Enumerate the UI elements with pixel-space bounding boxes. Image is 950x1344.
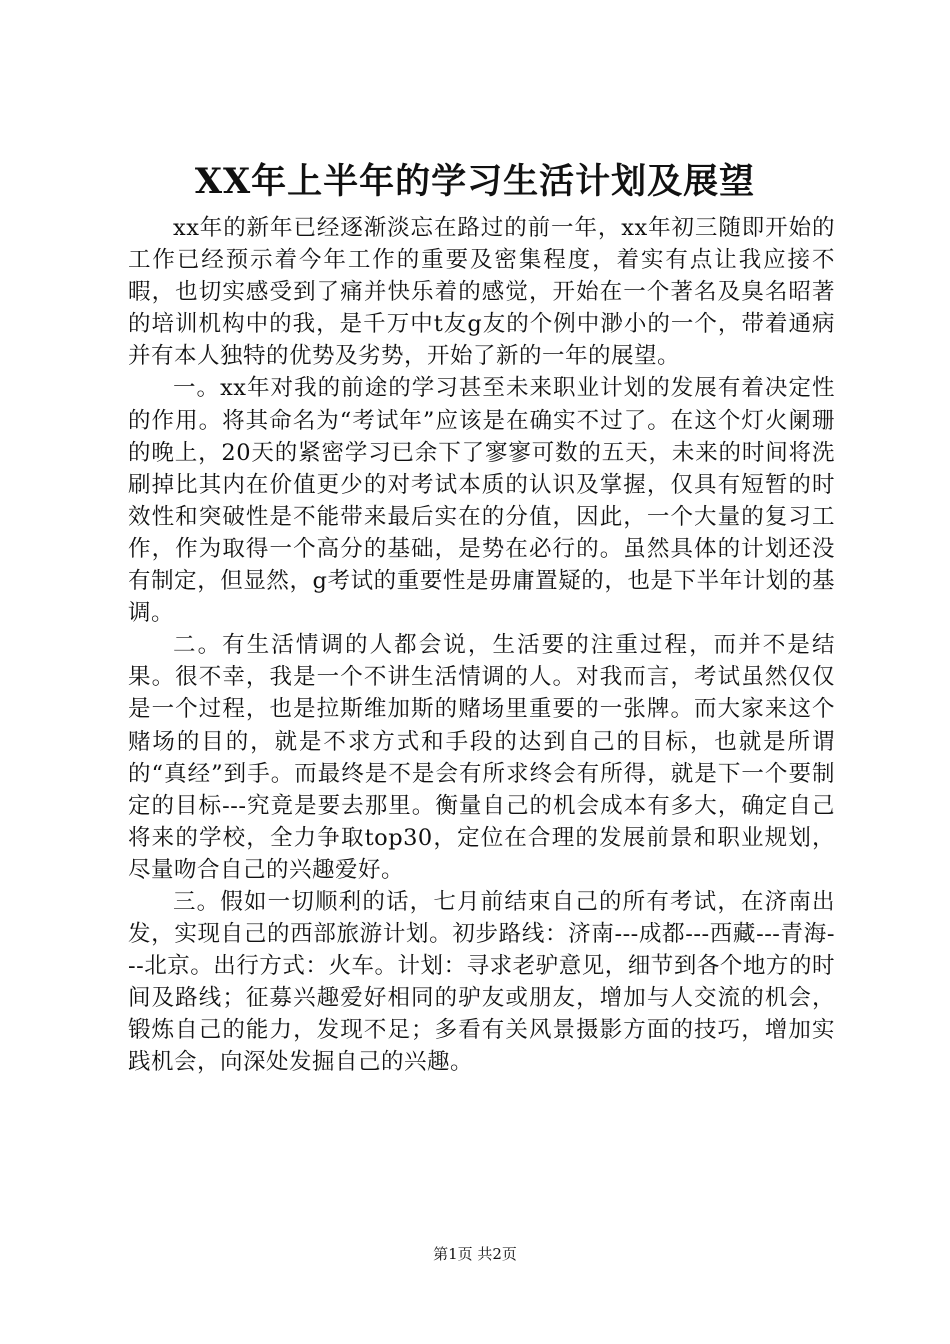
paragraph-section-three: 三。假如一切顺利的话，七月前结束自己的所有考试，在济南出发，实现自己的西部旅游计划。初步路线：济南---成都---西藏---青海---北京。出行方式：火车。计划：寻求老驴意见，细节到各个地方的时间及路线；征募兴趣爱好相同的驴友或朋友，增加与人交流的机会，锻炼自己的能力，发现不足；多看有关风景摄影方面的技巧，增加实践机会，向深处发掘自己的兴趣。 (128, 888, 835, 1076)
paragraph-section-two: 二。有生活情调的人都会说，生活要的注重过程，而并不是结果。很不幸，我是一个不讲生活情调的人。对我而言，考试虽然仅仅是一个过程，也是拉斯维加斯的赌场里重要的一张牌。而大家来这个赌场的目的，就是不求方式和手段的达到自己的目标，也就是所谓的“真经”到手。而最终是不是会有所求终会有所得，就是下一个要制定的目标---究竟是要去那里。衡量自己的机会成本有多大，确定自己将来的学校，全力争取top30，定位在合理的发展前景和职业规划，尽量吻合自己的兴趣爱好。 (128, 632, 835, 883)
paragraph-section-one: 一。xx年对我的前途的学习甚至未来职业计划的发展有着决定性的作用。将其命名为“考试年”应该是在确实不过了。在这个灯火阑珊的晚上，20天的紧密学习已余下了寥寥可数的五天，未来的时间将洗刷掉比其内在价值更少的对考试本质的认识及掌握，仅具有短暂的时效性和突破性是不能带来最后实在的分值，因此，一个大量的复习工作，作为取得一个高分的基础，是势在必行的。虽然具体的计划还没有制定，但显然，g考试的重要性是毋庸置疑的，也是下半年计划的基调。 (128, 375, 835, 627)
document-title: XX年上半年的学习生活计划及展望 (194, 161, 756, 202)
page-footer (0, 1244, 950, 1264)
page-total: 共2页 (477, 1245, 517, 1263)
paragraph-intro: xx年的新年已经逐渐淡忘在路过的前一年，xx年初三随即开始的工作已经预示着今年工作的重要及密集程度，着实有点让我应接不暇，也切实感受到了痛并快乐着的感觉，开始在一个著名及臭名昭著的培训机构中的我，是千万中t友g友的个例中渺小的一个，带着通病并有本人独特的优势及劣势，开始了新的一年的展望。 (128, 215, 835, 370)
page-number: 第1页 (433, 1245, 473, 1263)
document-body (128, 212, 835, 1079)
